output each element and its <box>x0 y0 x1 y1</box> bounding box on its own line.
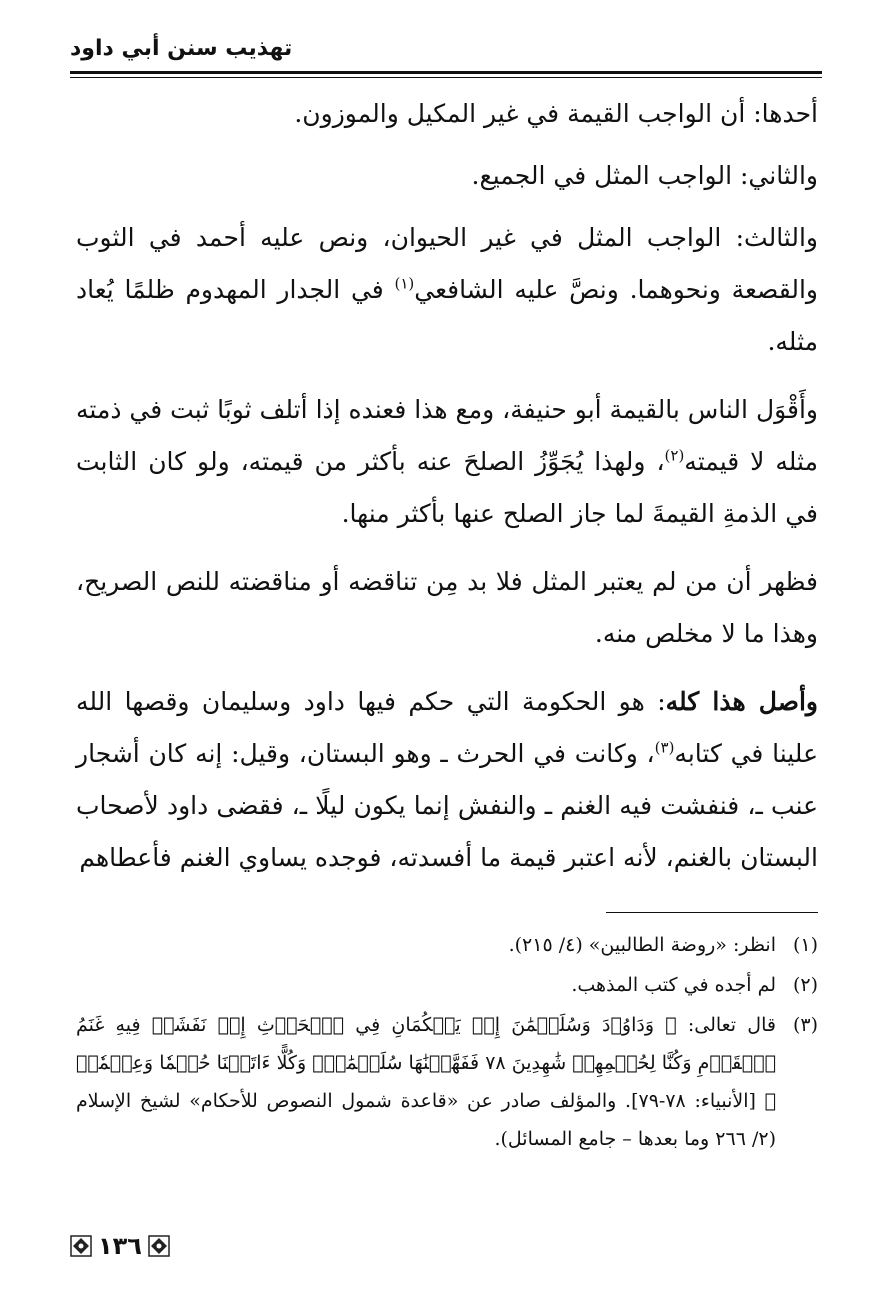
footnote-text: لم أجده في كتب المذهب. <box>571 974 776 996</box>
page-number: ١٣٦ <box>98 1232 142 1260</box>
footnote-number: (١) <box>792 934 818 956</box>
footnote-ref-2[interactable]: (٢) <box>664 446 685 465</box>
paragraph-2-text: والثاني: الواجب المثل في الجميع. <box>471 161 818 190</box>
paragraph-1 <box>76 88 818 140</box>
paragraph-4 <box>76 384 818 540</box>
paragraph-6 <box>76 676 818 884</box>
footnote-number: (٣) <box>792 1014 818 1036</box>
paragraph-3-text-b: في الجدار المهدوم ظلمًا يُعاد مثله. <box>76 275 818 356</box>
header-rule-thin <box>70 77 822 78</box>
running-header <box>70 30 822 70</box>
ornament-left-icon <box>70 1235 92 1257</box>
paragraph-4-text-b: ، ولهذا يُجَوِّزُ الصلحَ عنه بأكثر من قيمته، ولو كان الثابت في الذمةِ القيمةَ لما جاز الصلح عنها بأكثر منها. <box>76 447 818 528</box>
paragraph-3 <box>76 212 818 368</box>
paragraph-5-text: فظهر أن من لم يعتبر المثل فلا بد مِن تناقضه أو مناقضته للنص الصريح، وهذا ما لا مخلص منه. <box>76 567 818 648</box>
footnote-3 <box>76 1006 818 1158</box>
paragraph-2 <box>76 150 818 202</box>
paragraph-5 <box>76 556 818 660</box>
footnote-1 <box>76 926 818 964</box>
book-title: تهذيب سنن أبي داود <box>70 36 293 61</box>
footnote-number: (٢) <box>792 974 818 996</box>
page-number-block <box>70 1228 170 1264</box>
paragraph-6-text-b: ، وكانت في الحرث ـ وهو البستان، وقيل: إنه كان أشجار عنب ـ، فنفشت فيه الغنم ـ والنفش إنما يكون ليلًا ـ، فقضى داود لأصحاب البستان بالغنم، لأنه اعتبر قيمة ما أفسدته، فوجده يساوي الغنم فأعطاهم <box>76 739 818 872</box>
footnote-ref-1[interactable]: (١) <box>394 274 415 293</box>
main-text <box>76 88 818 894</box>
ornament-right-icon <box>148 1235 170 1257</box>
footnote-text: قال تعالى: ﴿ وَدَاوُۥدَ وَسُلَيۡمَٰنَ إِذۡ يَحۡكُمَانِ فِي ٱلۡحَرۡثِ إِذۡ نَفَشَتۡ فِيهِ غَنَمُ ٱلۡقَوۡمِ وَكُنَّا لِحُكۡمِهِمۡ شَٰهِدِينَ ٧٨ فَفَهَّمۡنَٰهَا سُلَيۡمَٰنَۚ وَكُلًّا ءَاتَيۡنَا حُكۡمٗا وَعِلۡمٗاۚ ﴾ [الأنبياء: ٧٨-٧٩]. والمؤلف صادر عن «قاعدة شمول النصوص للأحكام» لشيخ الإسلام (٢/ ٢٦٦ وما بعدها – جامع المسائل). <box>76 1014 776 1150</box>
paragraph-1-text: أحدها: أن الواجب القيمة في غير المكيل والموزون. <box>294 99 818 128</box>
footnote-2 <box>76 966 818 1004</box>
footnote-text: انظر: «روضة الطالبين» (٤/ ٢١٥). <box>508 934 776 956</box>
footnotes <box>76 926 818 1160</box>
paragraph-6-bold-lead: وأصل هذا كله <box>665 687 818 716</box>
paragraph-6-text-a: : هو الحكومة التي حكم فيها داود وسليمان وقصها الله علينا في كتابه <box>76 687 818 768</box>
header-rule-thick <box>70 71 822 74</box>
paragraph-3-text-a: والثالث: الواجب المثل في غير الحيوان، ونص عليه أحمد في الثوب والقصعة ونحوهما. ونصَّ عليه الشافعي <box>76 223 818 304</box>
footnote-ref-3[interactable]: (٣) <box>654 738 675 757</box>
paragraph-4-text-a: وأَقْوَل الناس بالقيمة أبو حنيفة، ومع هذا فعنده إذا أتلف ثوبًا ثبت في ذمته مثله لا قيمته <box>76 395 818 476</box>
footnote-separator <box>606 912 818 913</box>
